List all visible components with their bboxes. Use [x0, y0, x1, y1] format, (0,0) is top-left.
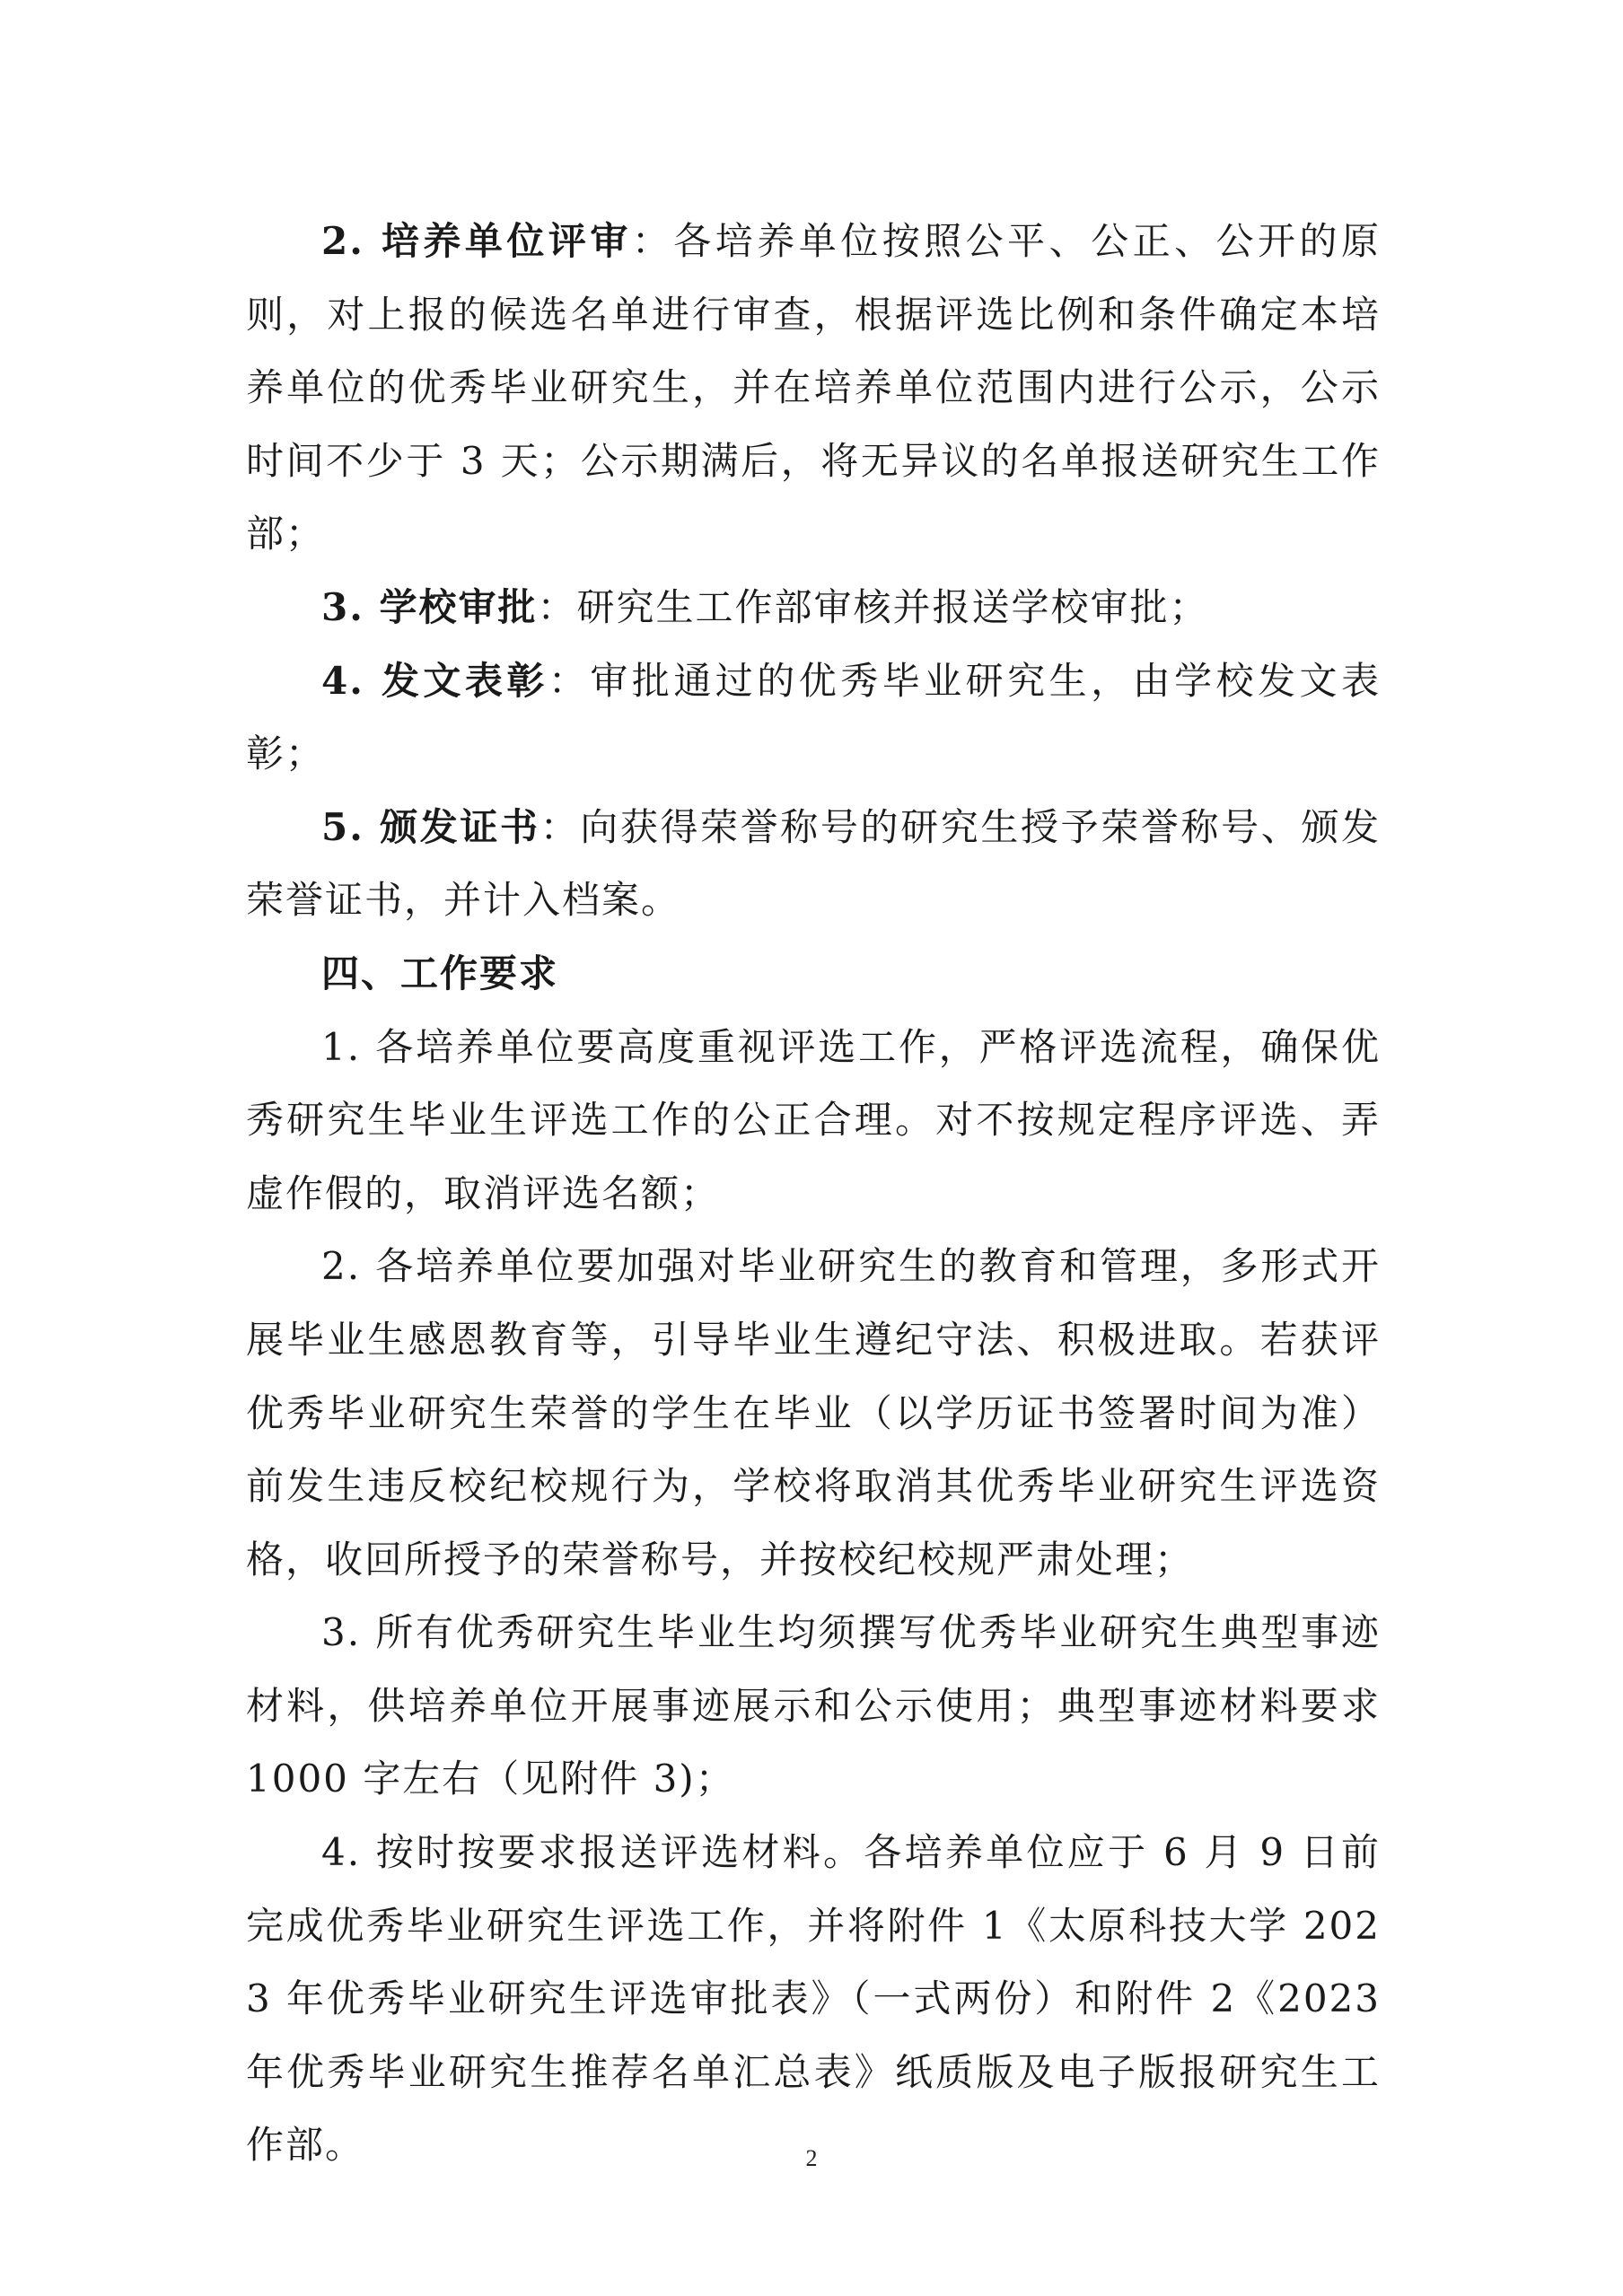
step-2-text: ：各培养单位按照公平、公正、公开的原则，对上报的候选名单进行审查，根据评选比例和条件确定本培养单位的优秀毕业研究生，并在培养单位范围内进行公示，公示时间不少于 3 天；公示期满后，将无异议的名单报送研究生工作部；: [246, 219, 1381, 556]
section-heading-work-requirements: 四、工作要求: [321, 951, 559, 995]
step-5-text: ：向获得荣誉称号的研究生授予荣誉称号、颁发荣誉证书，并计入档案。: [246, 804, 1381, 923]
step-4-label: 4. 发文表彰: [321, 658, 548, 703]
step-3-label: 3. 学校审批: [321, 584, 538, 629]
paragraph-requirement-2: 2. 各培养单位要加强对毕业研究生的教育和管理，多形式开展毕业生感恩教育等，引导毕业生遵纪守法、积极进取。若获评优秀毕业研究生荣誉的学生在毕业（以学历证书签署时间为准）前发生违反校纪校规行为，学校将取消其优秀毕业研究生评选资格，收回所授予的荣誉称号，并按校纪校规严肃处理；: [246, 1244, 1381, 1582]
paragraph-requirement-4: 4. 按时按要求报送评选材料。各培养单位应于 6 月 9 日前完成优秀毕业研究生评选工作，并将附件 1《太原科技大学 2023 年优秀毕业研究生评选审批表》（一式两份）和附件 2《2023 年优秀毕业研究生推荐名单汇总表》纸质版及电子版报研究生工作部。: [246, 1830, 1381, 2168]
paragraph-step-2: [246, 205, 1381, 571]
paragraph-requirement-1: 1. 各培养单位要高度重视评选工作，严格评选流程，确保优秀研究生毕业生评选工作的公正合理。对不按规定程序评选、弄虚作假的，取消评选名额；: [246, 1024, 1381, 1215]
step-5-label: 5. 颁发证书: [321, 804, 540, 849]
step-4-text: ：审批通过的优秀毕业研究生，由学校发文表彰；: [246, 658, 1381, 776]
step-2-label: 2. 培养单位评审: [321, 219, 632, 263]
paragraph-step-5: [246, 791, 1381, 937]
step-3-text: ：研究生工作部审核并报送学校审批；: [537, 584, 1209, 629]
document-body: [246, 205, 1381, 2182]
paragraph-step-4: [246, 644, 1381, 791]
paragraph-requirement-3: 3. 所有优秀研究生毕业生均须撰写优秀毕业研究生典型事迹材料，供培养单位开展事迹展示和公示使用；典型事迹材料要求 1000 字左右（见附件 3)；: [246, 1610, 1381, 1801]
paragraph-step-3: [246, 571, 1381, 644]
page-number: 2: [805, 2145, 818, 2171]
